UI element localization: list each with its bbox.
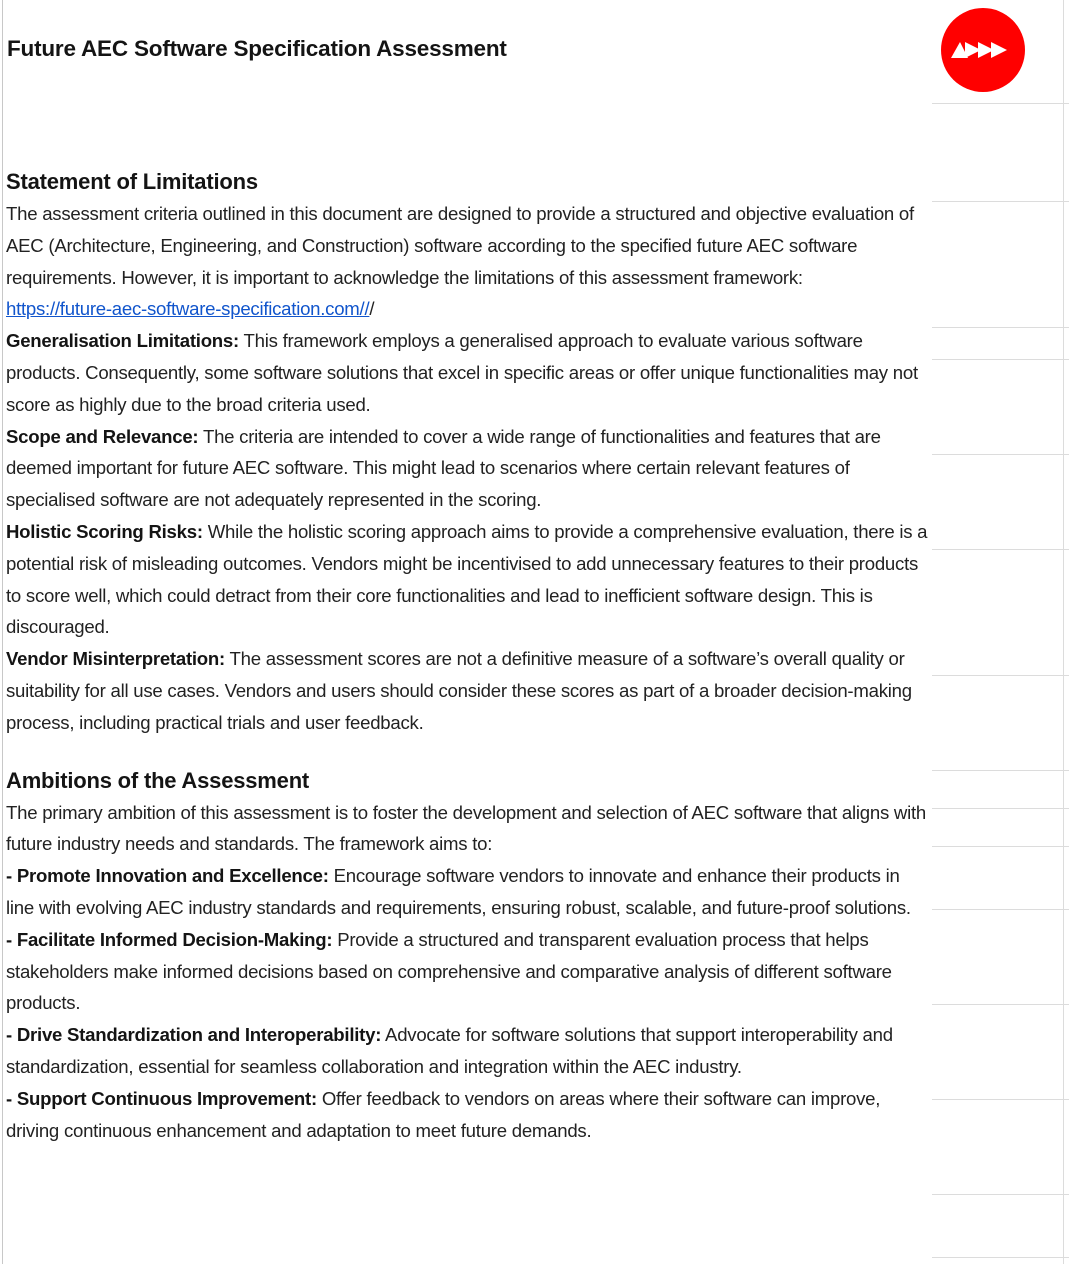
- list-item: [6, 860, 931, 924]
- row-gridline: [932, 1004, 1069, 1005]
- section-heading: Ambitions of the Assessment: [6, 767, 310, 793]
- section-heading: Statement of Limitations: [6, 169, 258, 194]
- row-gridline: [932, 1194, 1069, 1195]
- section-intro: The assessment criteria outlined in this document are designed to provide a structured and objective evaluation of AEC (Architecture, Engineering, and Construction) software according to the specified future AEC software requirements. However, it is important to acknowledge the limitations of this assessment framework:: [6, 203, 914, 288]
- page-title: Future AEC Software Specification Assessment: [7, 36, 507, 61]
- ambitions-section: [6, 765, 931, 1147]
- item-label: Holistic Scoring Risks:: [6, 520, 203, 542]
- specification-link[interactable]: https://future-aec-software-specification.com//: [6, 298, 370, 320]
- row-gridline: [932, 1099, 1069, 1100]
- row-gridline: [932, 359, 1069, 360]
- row-gridline: [932, 1257, 1069, 1258]
- item-text: The assessment scores are not a definitive measure of a software’s overall quality or suitability for all use cases. Vendors and users should consider these scores as part of a broader decision-making process, including practical trials and user feedback.: [6, 648, 912, 733]
- link-trailing-text: /: [369, 298, 375, 320]
- item-label: - Drive Standardization and Interoperability:: [6, 1024, 382, 1046]
- row-gridline: [932, 675, 1069, 676]
- section-intro: The primary ambition of this assessment is to foster the development and selection of AEC software that aligns with future industry needs and standards. The framework aims to:: [6, 801, 926, 855]
- document-body: [6, 166, 931, 1146]
- section-spacer: [6, 739, 931, 765]
- row-gridline: [932, 909, 1069, 910]
- list-item: [6, 1019, 931, 1083]
- item-text: The criteria are intended to cover a wide range of functionalities and features that are deemed important for future AEC software. This might lead to scenarios where certain relevant features of specialised software are not adequately represented in the scoring.: [6, 425, 881, 511]
- row-gridline: [932, 846, 1069, 847]
- row-gridline: [932, 549, 1069, 550]
- item-text: While the holistic scoring approach aims to provide a comprehensive evaluation, there is a potential risk of misleading outcomes. Vendors might be incentivised to add unnecessary features to their products to score well, which could detract from their core functionalities and lead to inefficient software design. This is discouraged.: [6, 520, 928, 638]
- sheet-left-border: [2, 0, 3, 1264]
- list-item: [6, 643, 931, 738]
- item-label: - Support Continuous Improvement:: [6, 1087, 317, 1109]
- item-label: Vendor Misinterpretation:: [6, 648, 225, 670]
- item-label: - Facilitate Informed Decision-Making:: [6, 928, 333, 950]
- row-gridline: [932, 201, 1069, 202]
- limitations-section: [6, 166, 931, 739]
- column-divider: [1063, 0, 1064, 1264]
- list-item: [6, 1083, 931, 1147]
- row-gridline: [932, 103, 1069, 104]
- item-label: Scope and Relevance:: [6, 425, 199, 447]
- item-text: Offer feedback to vendors on areas where their software can improve, driving continuous enhancement and adaptation to meet future demands.: [6, 1087, 881, 1141]
- red-circle-arrows-logo-icon: [941, 8, 1025, 92]
- item-label: Generalisation Limitations:: [6, 330, 239, 352]
- link-line: [6, 293, 931, 325]
- row-gridline: [932, 454, 1069, 455]
- item-text: Provide a structured and transparent evaluation process that helps stakeholders make informed decisions based on comprehensive and comparative analysis of different software products.: [6, 928, 892, 1014]
- item-text: Encourage software vendors to innovate and enhance their products in line with evolving AEC industry standards and requirements, ensuring robust, scalable, and future-proof solutions.: [6, 865, 911, 918]
- item-label: - Promote Innovation and Excellence:: [6, 865, 329, 887]
- list-item: [6, 325, 931, 420]
- item-text: Advocate for software solutions that support interoperability and standardization, essential for seamless collaboration and integration within the AEC industry.: [6, 1024, 893, 1077]
- row-gridline: [932, 808, 1069, 809]
- list-item: [6, 421, 931, 516]
- row-gridline: [932, 770, 1069, 771]
- item-text: This framework employs a generalised approach to evaluate various software products. Consequently, some software solutions that excel in specific areas or offer unique functionalities may not score as highly due to the broad criteria used.: [6, 330, 918, 415]
- list-item: [6, 516, 931, 643]
- row-gridline: [932, 327, 1069, 328]
- list-item: [6, 924, 931, 1019]
